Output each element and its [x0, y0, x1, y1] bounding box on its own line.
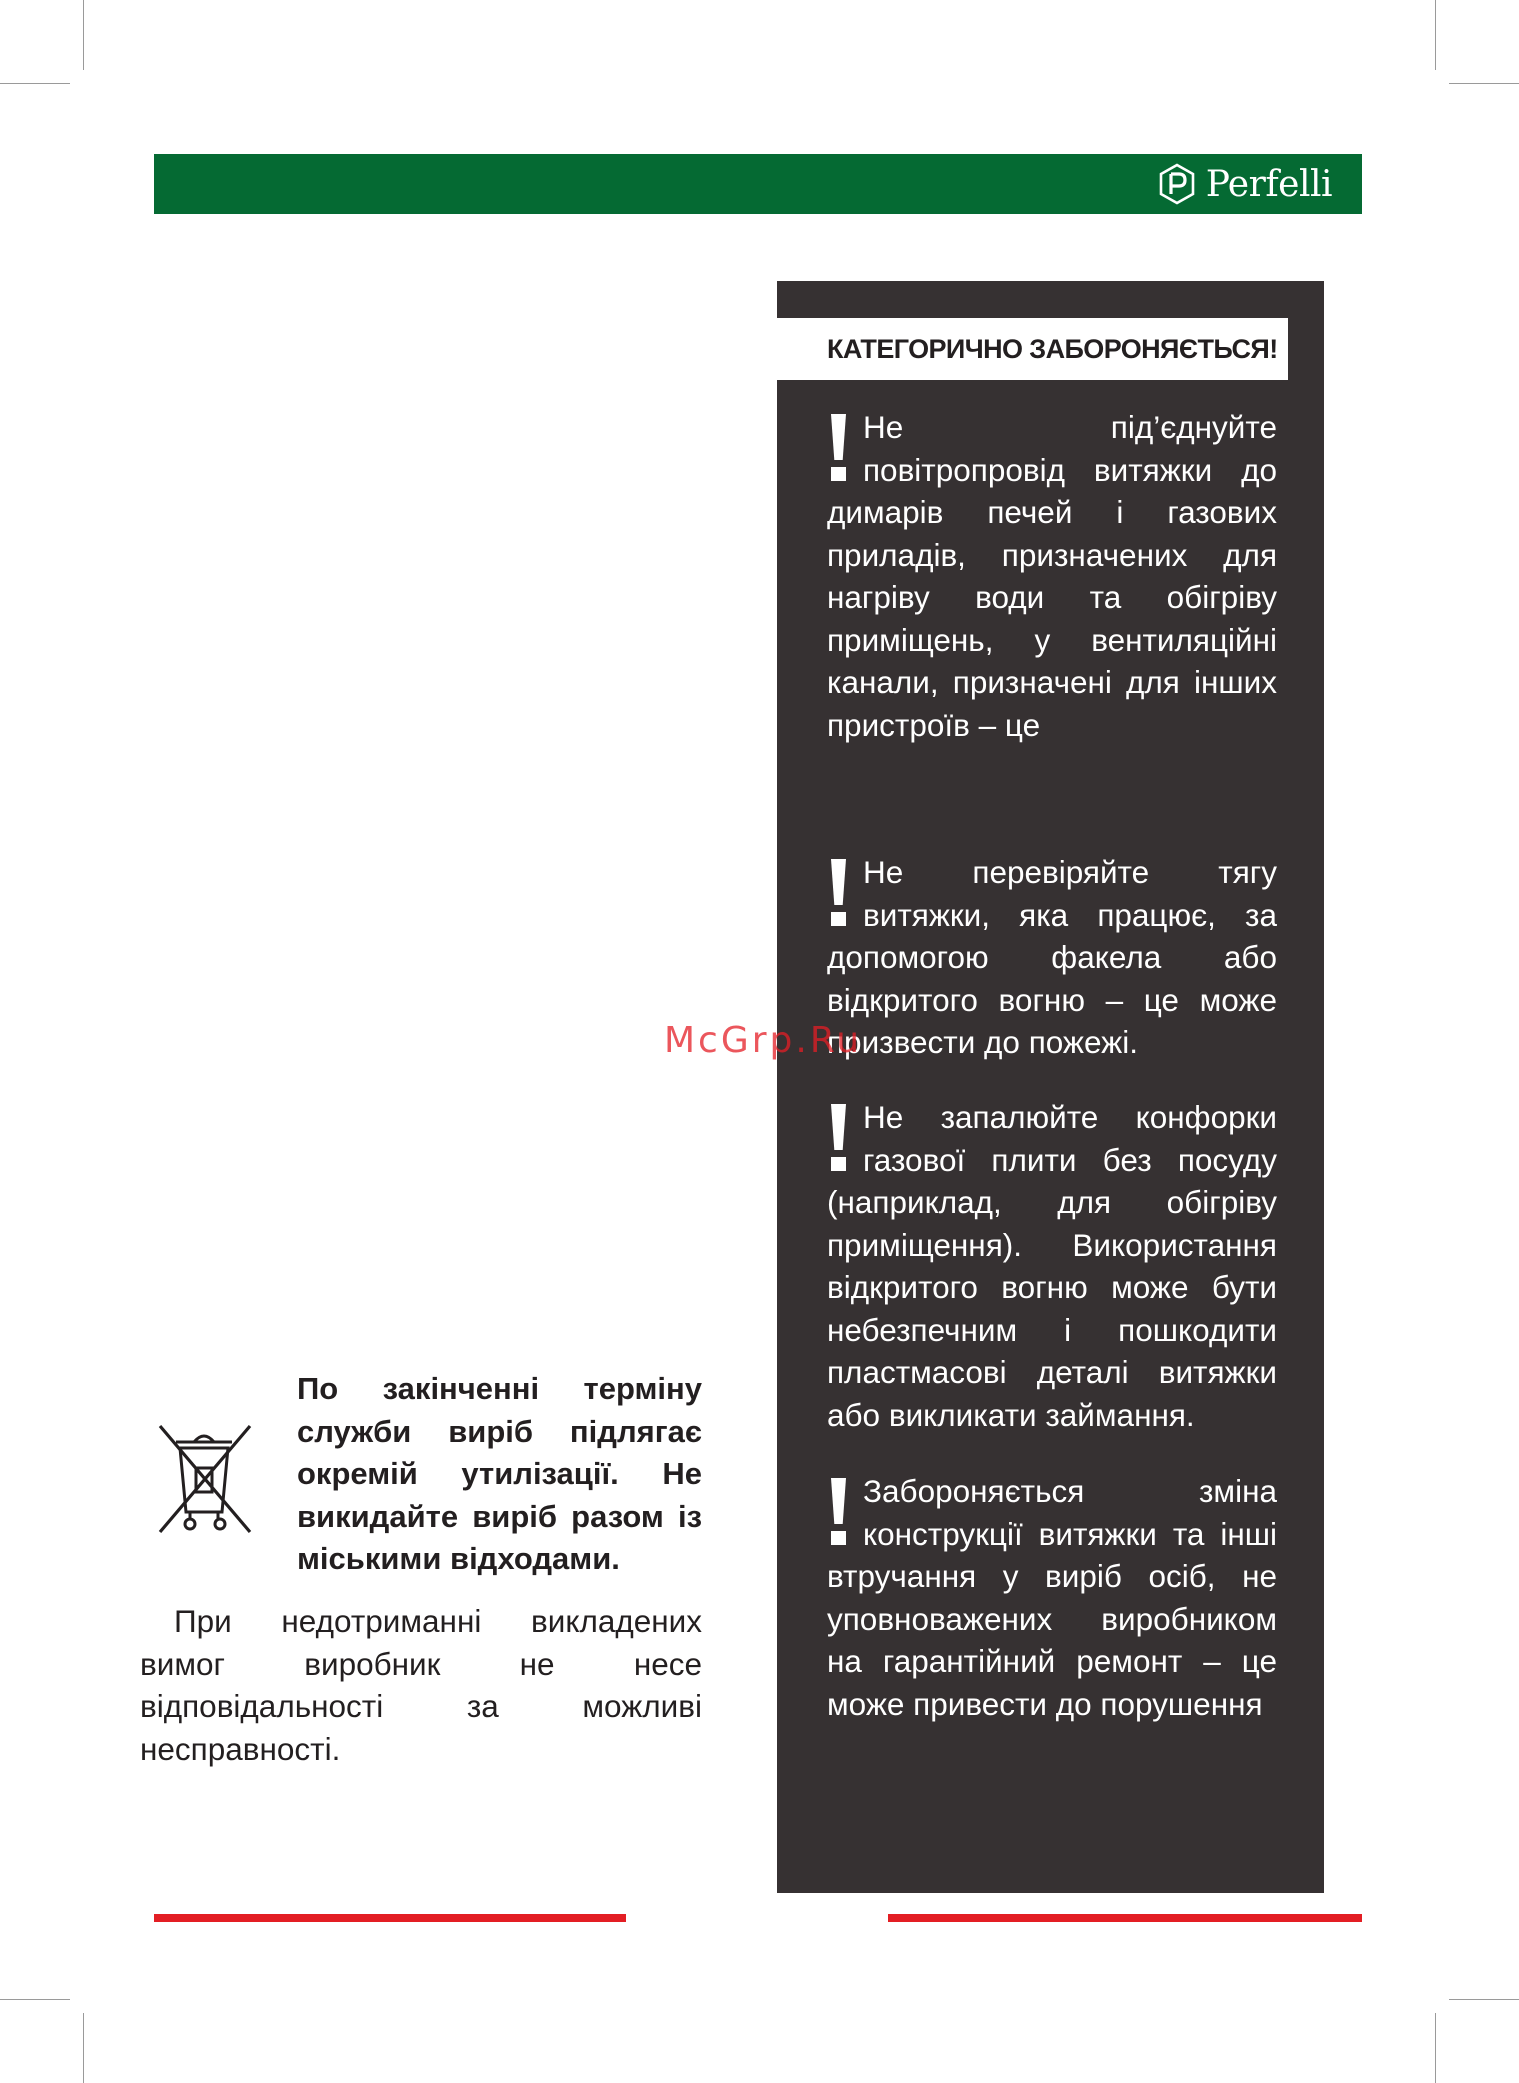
crop-mark: [83, 2013, 84, 2083]
disposal-notice: По закінченні терміну служби виріб підлягає окремій утилізації. Не викидайте виріб разом із міськими відходами.: [297, 1371, 702, 1576]
warning-item: [827, 851, 1277, 1064]
exclamation-icon: [827, 410, 859, 490]
footer-rule-left: [154, 1914, 626, 1922]
exclamation-icon: [827, 1100, 859, 1180]
crop-mark: [1449, 1999, 1519, 2000]
warning-panel: [777, 281, 1324, 1893]
warning-title-box: [777, 318, 1288, 380]
warning-item: [827, 406, 1277, 746]
warning-item: [827, 1470, 1277, 1725]
footer-rule-right: [888, 1914, 1362, 1922]
disclaimer: При недотриманні викладених вимог виробник не несе відповідальності за можливі несправності.: [140, 1603, 702, 1767]
crop-mark: [0, 1999, 70, 2000]
watermark: McGrp.Ru: [664, 1020, 863, 1061]
brand-logo: [1156, 162, 1332, 206]
brand-name: Perfelli: [1205, 163, 1332, 205]
crossed-out-wheelie-bin-icon: [152, 1420, 256, 1538]
warning-title: КАТЕГОРИЧНО ЗАБОРОНЯЄТЬСЯ!: [827, 333, 1278, 364]
warning-item-text: Не запалюйте конфорки газової плити без посуду (наприклад, для обігріву приміщення). Використання відкритого вогню може бути небезпечним і пошкодити пластмасові деталі витяжки або викликати займання.: [827, 1099, 1277, 1433]
exclamation-icon: [827, 855, 859, 935]
warning-item-text: Забороняється зміна конструкції витяжки та інші втручання у виріб осіб, не уповноважених виробником на гарантійний ремонт – це може привести до порушення: [827, 1473, 1277, 1722]
warning-item-text: Не перевіряйте тягу витяжки, яка працює, за допомогою факела або відкритого вогню – це може призвести до пожежі.: [827, 854, 1277, 1060]
header-bar: [154, 154, 1362, 214]
crop-mark: [1435, 0, 1436, 70]
warning-item-text: Не під’єднуйте повітропровід витяжки до димарів печей і газових приладів, призначених для нагріву води та обігріву приміщень, у вентиляційні канали, призначені для інших пристроїв – це: [827, 409, 1277, 743]
perfelli-logo-icon: [1156, 163, 1198, 205]
crop-mark: [1435, 2013, 1436, 2083]
warning-item: [827, 1096, 1277, 1436]
crop-mark: [0, 83, 70, 84]
crop-mark: [83, 0, 84, 70]
exclamation-icon: [827, 1474, 859, 1554]
crop-mark: [1449, 83, 1519, 84]
